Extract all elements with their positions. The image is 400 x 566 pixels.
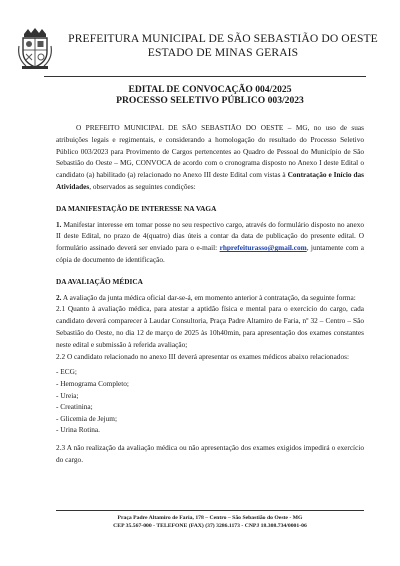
list-item: - Hemograma Completo; xyxy=(56,378,129,388)
section-1-paragraph xyxy=(56,219,364,266)
municipal-coat-of-arms-icon xyxy=(18,26,52,70)
list-item: - ECG; xyxy=(56,367,77,377)
list-item: - Creatinina; xyxy=(56,402,93,412)
org-line-2: ESTADO DE MINAS GERAIS xyxy=(147,46,299,59)
section-2-3-paragraph: 2.3 A não realização da avaliação médica ou não apresentação dos exames exigidos impedirá o exercício do cargo. xyxy=(56,442,364,464)
footer-contact: CEP 35.567-000 - TELEFONE (FAX) (37) 3286.1173 - CNPJ 18.308.734/0001-06 xyxy=(113,523,307,530)
intro-bold: Contratação e Início das Atividades xyxy=(56,170,364,191)
section-1-heading: DA MANIFESTAÇÃO DE INTERESSE NA VAGA xyxy=(56,203,217,213)
section-2-paragraph xyxy=(56,292,364,304)
section-1-tail: , juntamente com a cópia de documento de identificação. xyxy=(56,243,364,264)
section-2-2-paragraph: 2.2 O candidato relacionado no anexo III deverá apresentar os exames médicos abaixo relacionados: xyxy=(56,351,349,361)
exam-list xyxy=(56,366,364,436)
intro-paragraph xyxy=(56,122,364,193)
organization-name xyxy=(62,32,384,60)
section-1-text: Manifestar interesse em tomar posse no seu respectivo cargo, através do formulário disposto no anexo II deste Edital, no prazo de 4(quatro) dias úteis a contar da data de publicação do presente edital. O formulário assinado deverá ser enviado para o e-mail: xyxy=(56,219,364,253)
section-2-number: 2. xyxy=(56,292,62,302)
org-line-1: PREFEITURA MUNICIPAL DE SÃO SEBASTIÃO DO OESTE xyxy=(68,32,378,45)
intro-text: O PREFEITO MUNICIPAL DE SÃO SEBASTIÃO DO OESTE – MG, no uso de suas atribuições legais e regimentais, e considerando a homologação do resultado do Processo Seletivo Público 003/2023 para Provimento de Cargos pertencentes ao Quadro de Pessoal do Município de São Sebastião do Oeste – MG, CONVOCA de acordo com o cronograma disposto no Anexo I deste Edital o candidato (a) habilitado (a) relacionado no Anexo III deste Edital com vistas à xyxy=(56,123,364,180)
section-1-number: 1. xyxy=(56,219,62,229)
section-2-1-paragraph: 2.1 Quanto à avaliação médica, para atestar a aptidão física e mental para o exercício do cargo, cada candidato deverá comparecer à Laudar Consultoria, Praça Padre Altamiro de Faria, nº 32 – Centro – São Sebastião do Oeste, no dia 12 de março de 2025 às 10h40min, para apresentação dos exames constantes neste edital e submissão à referida avaliação; xyxy=(56,304,364,349)
header-divider xyxy=(44,76,366,77)
footer-divider xyxy=(56,510,364,511)
footer-address: Praça Padre Altamiro de Faria, 178 – Centro – São Sebastião do Oeste - MG xyxy=(117,515,303,521)
section-2-text: A avaliação da junta médica oficial dar-se-á, em momento anterior à contratação, da seguinte forma: xyxy=(61,292,356,302)
title-line-2: PROCESSO SELETIVO PÚBLICO 003/2023 xyxy=(116,95,304,106)
list-item: - Glicemia de Jejum; xyxy=(56,413,117,423)
list-item: - Urina Rotina. xyxy=(56,425,100,435)
title-line-1: EDITAL DE CONVOCAÇÃO 004/2025 xyxy=(128,84,292,95)
footer xyxy=(56,514,364,530)
email-link[interactable]: rhprefeiturasso@gmail.com xyxy=(219,243,307,253)
document-title xyxy=(60,84,360,106)
section-2-heading: DA AVALIAÇÃO MÉDICA xyxy=(56,276,143,286)
document-body xyxy=(56,122,364,466)
intro-tail: , observados as seguintes condições: xyxy=(89,181,196,191)
list-item: - Ureia; xyxy=(56,390,79,400)
letterhead xyxy=(18,26,384,76)
